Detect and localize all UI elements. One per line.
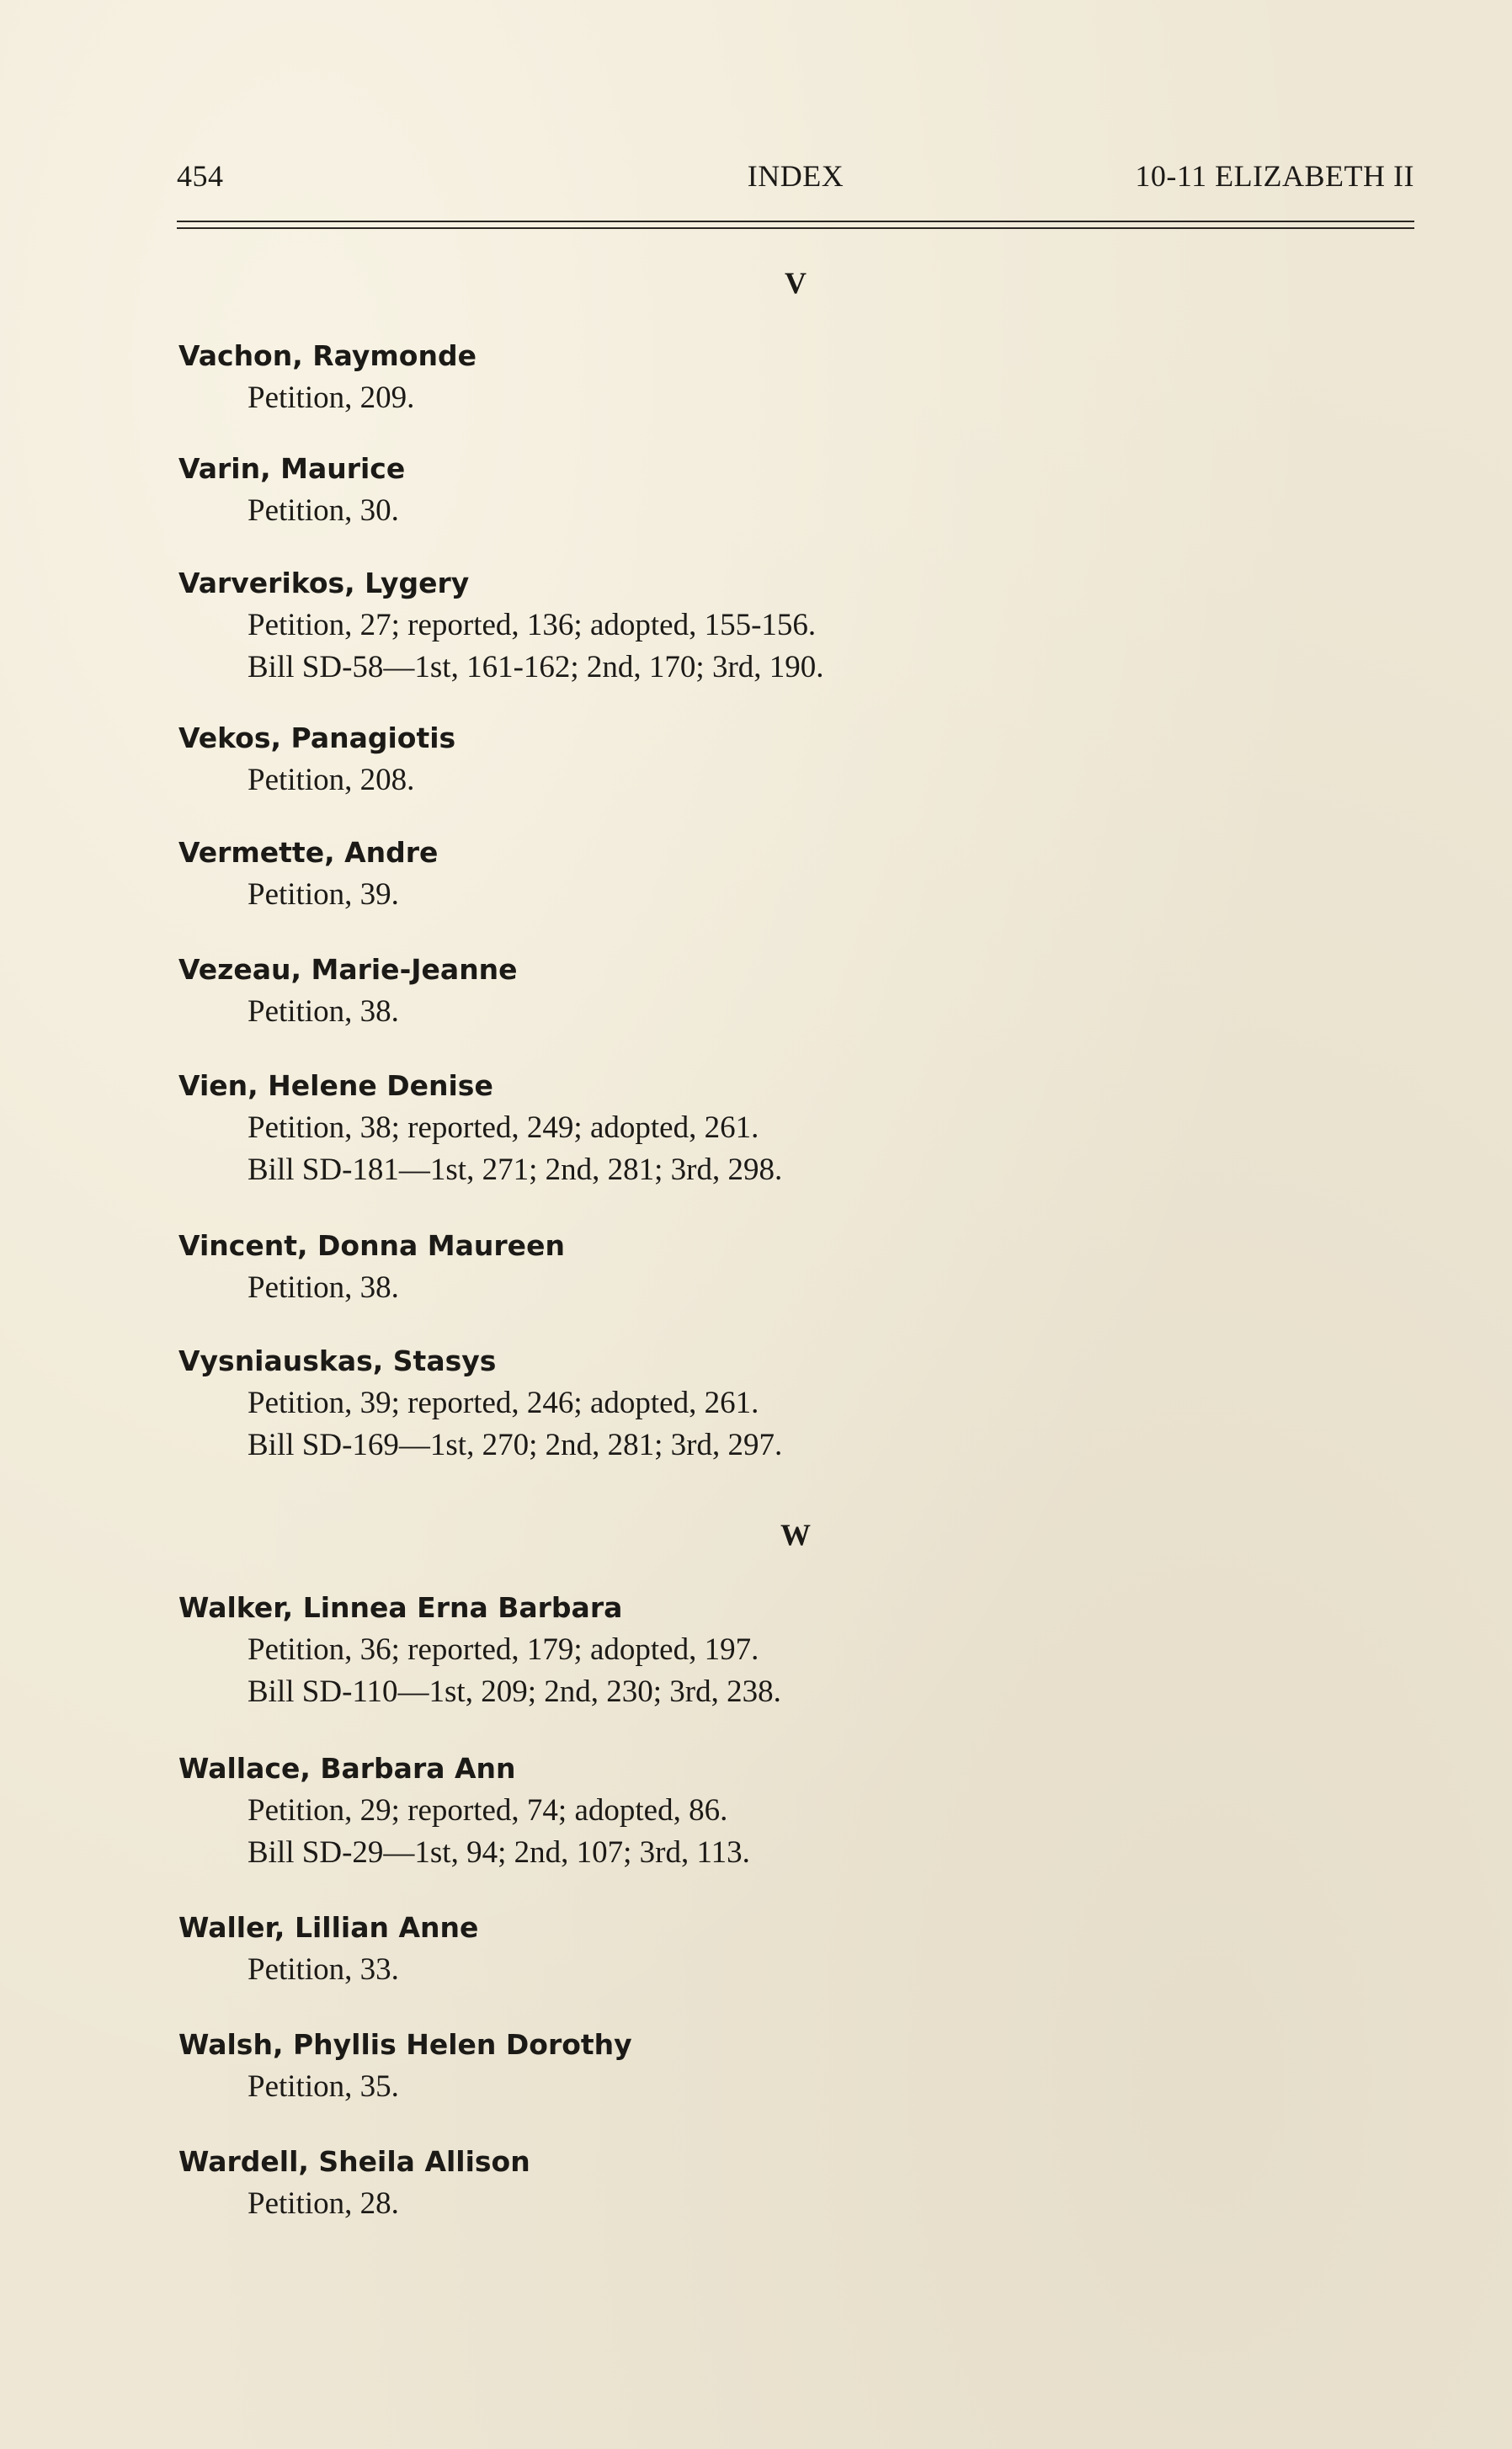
header-rule-bottom — [177, 227, 1414, 229]
entry-line: Petition, 30. — [248, 493, 399, 528]
entry-name: Wardell, Sheila Allison — [178, 2145, 530, 2178]
index-entry — [178, 448, 1357, 532]
entry-line: Petition, 33. — [248, 1952, 399, 1987]
index-entry — [178, 1340, 1357, 1467]
entry-line: Petition, 28. — [248, 2186, 399, 2221]
entry-line: Bill SD-58—1st, 161-162; 2nd, 170; 3rd, 190. — [248, 650, 824, 684]
entry-name: Vincent, Donna Maureen — [178, 1229, 565, 1262]
index-entry — [178, 1225, 1357, 1309]
entry-line: Petition, 209. — [248, 381, 415, 415]
index-entry — [178, 717, 1357, 801]
page-number: 454 — [177, 159, 224, 193]
index-entry — [178, 2024, 1357, 2108]
index-entry — [178, 562, 1357, 689]
entry-name: Varverikos, Lygery — [178, 567, 470, 599]
entry-line: Petition, 29; reported, 74; adopted, 86. — [248, 1793, 728, 1828]
section-letter-v: V — [785, 266, 807, 300]
entry-line: Bill SD-181—1st, 271; 2nd, 281; 3rd, 298. — [248, 1153, 783, 1187]
entry-line: Bill SD-169—1st, 270; 2nd, 281; 3rd, 297. — [248, 1428, 783, 1462]
entry-line: Bill SD-29—1st, 94; 2nd, 107; 3rd, 113. — [248, 1835, 750, 1870]
entry-line: Petition, 208. — [248, 763, 415, 797]
index-entry — [178, 1907, 1357, 1991]
entry-line: Petition, 39. — [248, 877, 399, 912]
entry-line: Petition, 39; reported, 246; adopted, 261. — [248, 1386, 759, 1420]
index-entry — [178, 1587, 1357, 1713]
entry-name: Walker, Linnea Erna Barbara — [178, 1591, 623, 1624]
entry-name: Vien, Helene Denise — [178, 1069, 493, 1102]
entry-line: Petition, 27; reported, 136; adopted, 155-156. — [248, 608, 817, 642]
entry-name: Vermette, Andre — [178, 836, 439, 869]
header-rule-top — [177, 221, 1414, 222]
index-entry — [178, 335, 1357, 419]
entry-line: Petition, 38. — [248, 1270, 399, 1305]
entry-line: Petition, 35. — [248, 2069, 399, 2104]
index-entry — [178, 2141, 1357, 2225]
index-entry — [178, 832, 1357, 916]
entry-name: Wallace, Barbara Ann — [178, 1752, 516, 1785]
volume-label: 10-11 ELIZABETH II — [1135, 159, 1414, 193]
index-entry — [178, 1748, 1357, 1874]
entry-name: Vezeau, Marie-Jeanne — [178, 953, 518, 986]
index-entry — [178, 949, 1357, 1033]
entry-name: Waller, Lillian Anne — [178, 1911, 479, 1944]
entry-name: Vachon, Raymonde — [178, 339, 476, 372]
running-title: INDEX — [747, 159, 844, 193]
index-entry — [178, 1065, 1357, 1191]
page-header — [177, 158, 1414, 200]
entry-line: Bill SD-110—1st, 209; 2nd, 230; 3rd, 238. — [248, 1674, 781, 1709]
entry-line: Petition, 38. — [248, 994, 399, 1029]
entry-line: Petition, 36; reported, 179; adopted, 197. — [248, 1632, 759, 1667]
entry-name: Vysniauskas, Stasys — [178, 1344, 497, 1377]
entry-line: Petition, 38; reported, 249; adopted, 261. — [248, 1110, 759, 1145]
entry-name: Vekos, Panagiotis — [178, 721, 456, 754]
section-letter-w: W — [780, 1518, 811, 1552]
entry-name: Varin, Maurice — [178, 452, 406, 485]
entry-name: Walsh, Phyllis Helen Dorothy — [178, 2028, 632, 2061]
